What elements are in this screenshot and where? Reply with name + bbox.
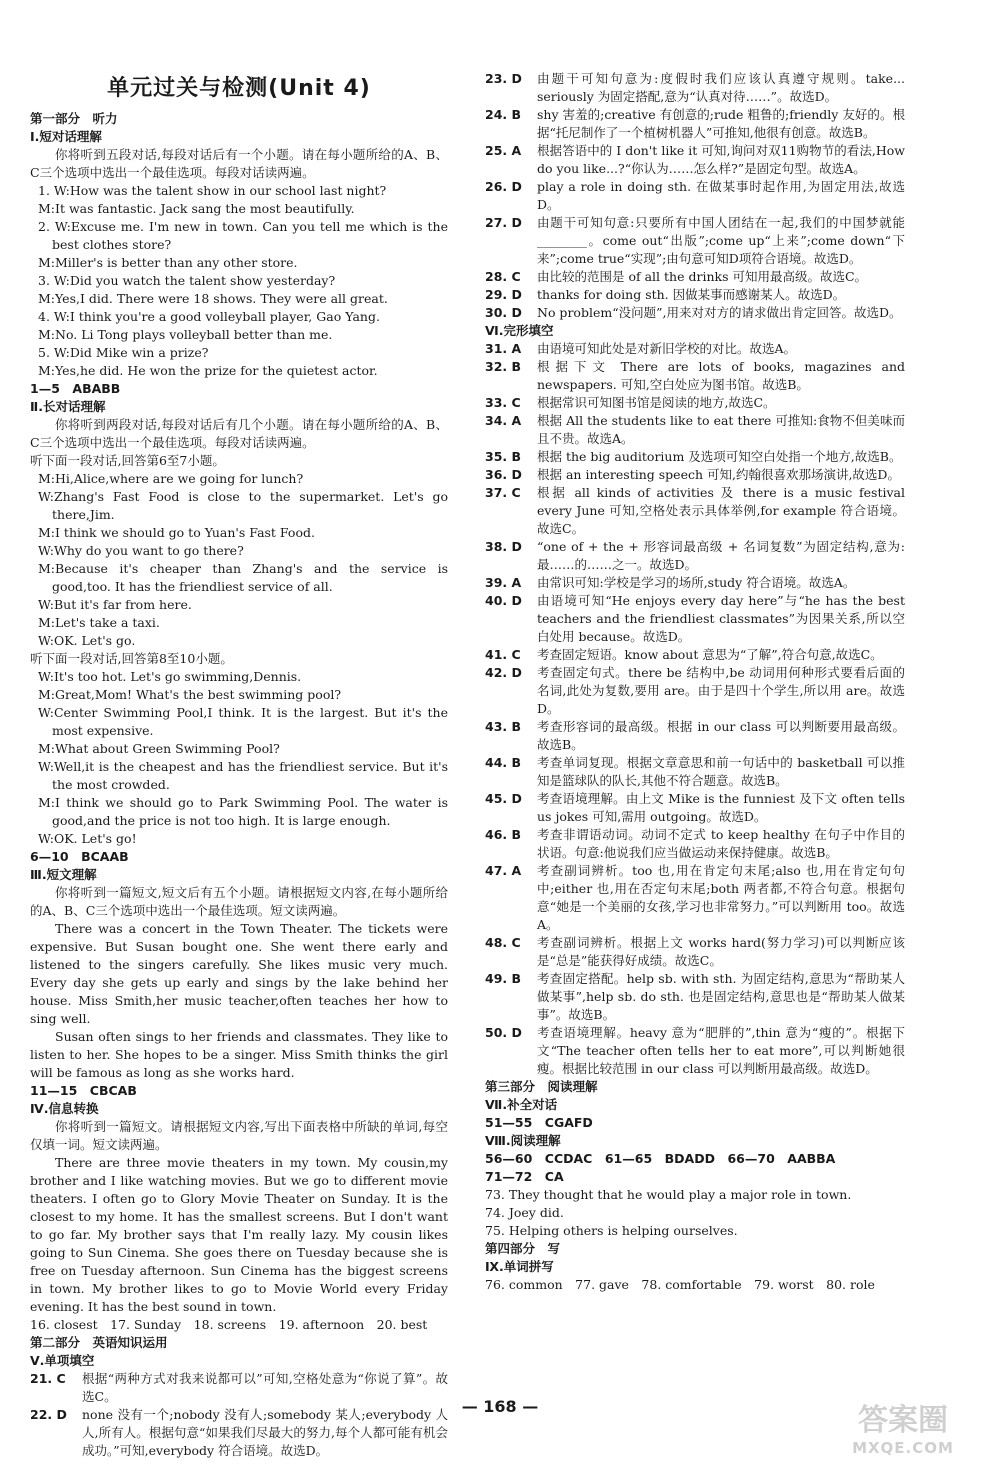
left-column (30, 0, 448, 1460)
answer-item (485, 862, 905, 934)
section-heading: Ⅸ.单词拼写 (485, 1259, 554, 1274)
answer-explanation: 根据答语中的 I don't like it 可知,询问对双11购物节的看法,How do you like...?“你认为……怎么样?”是固定句型。故选A。 (537, 143, 905, 176)
answer-key: 51—55 CGAFD (485, 1115, 593, 1130)
answer-explanation: 根据 all kinds of activities 及 there is a music festival every June 可知,空格处表示具体举例,for example 符合语境。故选C。 (537, 485, 905, 536)
answer-number: 49. B (485, 971, 522, 986)
answer-key: 71—72 CA (485, 1169, 564, 1184)
dialogue-line: W:Why do you want to go there? (38, 543, 244, 558)
answer-number: 31. A (485, 341, 522, 356)
dialogue-line: 3. W:Did you watch the talent show yesterday? (38, 273, 336, 288)
answer-number: 48. C (485, 935, 521, 950)
answer-key: 6—10 BCAAB (30, 849, 129, 864)
dialogue-line: M:It was fantastic. Jack sang the most beautifully. (38, 201, 355, 216)
part-heading: 第一部分 听力 (30, 111, 118, 126)
section-heading: Ⅷ.阅读理解 (485, 1133, 561, 1148)
page-number: — 168 — (461, 1397, 539, 1416)
dialogue-line: M:I think we should go to Park Swimming Pool. The water is good,and the price is not too high. It is large enough. (38, 795, 448, 828)
answer-number: 47. A (485, 863, 522, 878)
dialogue-line: W:But it's far from here. (38, 597, 192, 612)
text-line: 16. closest 17. Sunday 18. screens 19. afternoon 20. best (30, 1317, 428, 1332)
dialogue-line: 4. W:I think you're a good volleyball player, Gao Yang. (38, 309, 380, 324)
dialogue-line: W:It's too hot. Let's go swimming,Dennis. (38, 669, 302, 684)
answer-number: 45. D (485, 791, 522, 806)
answer-item (485, 466, 905, 484)
dialogue-line: M:Hi,Alice,where are we going for lunch? (38, 471, 304, 486)
answer-item (485, 646, 905, 664)
answer-key: 56—60 CCDAC 61—65 BDADD 66—70 AABBA (485, 1151, 836, 1166)
section-heading: Ⅱ.长对话理解 (30, 399, 106, 414)
watermark-url: MXQE.COM (852, 1439, 954, 1457)
answer-explanation: 由语境可知“He enjoys every day here”与“he has the best teachers and the friendliest classmates”为因果关系,所以空白处用 because。故选D。 (537, 593, 905, 644)
answer-number: 30. D (485, 305, 522, 320)
answer-number: 34. A (485, 413, 522, 428)
answer-explanation: 考查形容词的最高级。根据 in our class 可以判断要用最高级。故选B。 (537, 719, 905, 752)
answer-explanation: thanks for doing sth. 因做某事而感谢某人。故选D。 (537, 287, 846, 302)
answer-explanation: shy 害羞的;creative 有创意的;rude 粗鲁的;friendly 友好的。根据“托尼制作了一个植树机器人”可推知,他很有创意。故选B。 (537, 107, 905, 140)
answer-number: 40. D (485, 593, 522, 608)
section-heading: Ⅵ.完形填空 (485, 323, 554, 338)
answer-explanation: 考查固定短语。know about 意思为“了解”,符合句意,故选C。 (537, 647, 883, 662)
answer-number: 21. C (30, 1371, 66, 1386)
answer-item (485, 754, 905, 790)
section-heading: Ⅴ.单项填空 (30, 1353, 95, 1368)
answer-explanation: 根据 an interesting speech 可知,约翰很喜欢那场演讲,故选D。 (537, 467, 900, 482)
answer-number: 46. B (485, 827, 522, 842)
text-line: 74. Joey did. (485, 1205, 564, 1220)
answer-number: 42. D (485, 665, 522, 680)
paragraph: 你将听到一篇短文。请根据短文内容,写出下面表格中所缺的单词,每空仅填一词。短文读两遍。 (30, 1119, 448, 1152)
right-column (485, 0, 905, 1294)
watermark-logo (828, 1403, 978, 1465)
answer-key: 1—5 ABABB (30, 381, 121, 396)
dialogue-line: W:Well,it is the cheapest and has the friendliest service. But it's the most crowded. (38, 759, 448, 792)
answer-item (485, 448, 905, 466)
text-line: 73. They thought that he would play a major role in town. (485, 1187, 852, 1202)
answer-explanation: 考查固定搭配。help sb. with sth. 为固定结构,意思为“帮助某人做某事”,help sb. do sth. 也是固定结构,意思也是“帮助某人做某事”。故选B。 (537, 971, 905, 1022)
watermark-text: 答案圈 (858, 1403, 948, 1438)
answer-number: 24. B (485, 107, 522, 122)
dialogue-line: 2. W:Excuse me. I'm new in town. Can you tell me which is the best clothes store? (38, 219, 448, 252)
text-line: 75. Helping others is helping ourselves. (485, 1223, 738, 1238)
answer-item (485, 970, 905, 1024)
answer-item (485, 412, 905, 448)
part-heading: 第二部分 英语知识运用 (30, 1335, 168, 1350)
answer-number: 27. D (485, 215, 522, 230)
answer-explanation: 根据 the big auditorium 及选项可知空白处指一个地方,故选B。 (537, 449, 902, 464)
paragraph: Susan often sings to her friends and classmates. They like to listen to her. She hopes to be a singer. Miss Smith thinks the girl will be famous as long as she works hard. (30, 1029, 448, 1080)
answer-item (485, 718, 905, 754)
dialogue-line: M:I think we should go to Yuan's Fast Food. (38, 525, 315, 540)
answer-item (485, 178, 905, 214)
answer-item (485, 826, 905, 862)
answer-number: 29. D (485, 287, 522, 302)
part-heading: 第四部分 写 (485, 1241, 561, 1256)
answer-explanation: 由常识可知:学校是学习的场所,study 符合语境。故选A。 (537, 575, 856, 590)
right-column-content (485, 70, 905, 1294)
page-title: 单元过关与检测(Unit 4) (107, 76, 371, 101)
answer-item (485, 664, 905, 718)
answer-explanation: 由题干可知句意:只要所有中国人团结在一起,我们的中国梦就能________。come out“出版”;come up“上来”;come down“下来”;come true“实现”;由句意可知D项符合语境。故选D。 (537, 215, 905, 266)
text-line: 听下面一段对话,回答第6至7小题。 (30, 453, 225, 468)
answer-explanation: 考查语境理解。heavy 意为“肥胖的”,thin 意为“瘦的”。根据下文“The teacher often tells her to eat more”,可以判断她很瘦。根据比较范围 in our class 可以判断用最高级。故选D。 (537, 1025, 905, 1076)
answer-item (485, 790, 905, 826)
answer-item (485, 70, 905, 106)
answer-number: 37. C (485, 485, 521, 500)
dialogue-line: M:Yes,he did. He won the prize for the quietest actor. (38, 363, 378, 378)
answer-number: 23. D (485, 71, 522, 86)
answer-number: 25. A (485, 143, 522, 158)
answer-number: 41. C (485, 647, 521, 662)
dialogue-line: M:Great,Mom! What's the best swimming pool? (38, 687, 342, 702)
answer-explanation: No problem“没问题”,用来对对方的请求做出肯定回答。故选D。 (537, 305, 902, 320)
answer-item (485, 214, 905, 268)
answer-number: 36. D (485, 467, 522, 482)
answer-number: 33. C (485, 395, 521, 410)
answer-number: 43. B (485, 719, 522, 734)
answer-explanation: 考查固定句式。there be 结构中,be 动词用何种形式要看后面的名词,此处为复数,要用 are。由于是四十个学生,所以用 are。故选D。 (537, 665, 905, 716)
answer-number: 35. B (485, 449, 522, 464)
answer-number: 28. C (485, 269, 521, 284)
answer-explanation: 考查语境理解。由上文 Mike is the funniest 及下文 often tells us jokes 可知,需用 outgoing。故选D。 (537, 791, 905, 824)
answer-item (485, 934, 905, 970)
paragraph: 你将听到五段对话,每段对话后有一个小题。请在每小题所给的A、B、C三个选项中选出一个最佳选项。每段对话读两遍。 (30, 147, 448, 180)
answer-item (485, 340, 905, 358)
answer-explanation: play a role in doing sth. 在做某事时起作用,为固定用法,故选D。 (537, 179, 905, 212)
answer-explanation: 考查副词辨析。too 也,用在肯定句末尾;also 也,用在肯定句句中;either 也,用在否定句末尾;both 两者都,不符合句意。根据句意“她是一个美丽的女孩,学习也非常努力。”可以判断用 too。故选A。 (537, 863, 905, 932)
section-heading: Ⅳ.信息转换 (30, 1101, 99, 1116)
answer-item (485, 304, 905, 322)
dialogue-line: 1. W:How was the talent show in our school last night? (38, 183, 387, 198)
paragraph: 你将听到两段对话,每段对话后有几个小题。请在每小题所给的A、B、C三个选项中选出一个最佳选项。每段对话读两遍。 (30, 417, 448, 450)
dialogue-line: W:OK. Let's go. (38, 633, 136, 648)
answer-explanation: 根据下文 There are lots of books, magazines and newspapers. 可知,空白处应为图书馆。故选B。 (537, 359, 905, 392)
paragraph: There was a concert in the Town Theater. The tickets were expensive. But Susan bought one. She went there early and listened to the singers carefully. She likes music very much. Every day she gets up early and sings by the lake behind her house. Miss Smith,her music teacher,often teaches her how to sing well. (30, 921, 448, 1026)
answer-explanation: 根据“两种方式对我来说都可以”可知,空格处意为“你说了算”。故选C。 (82, 1371, 448, 1404)
answer-item (485, 358, 905, 394)
answer-number: 26. D (485, 179, 522, 194)
dialogue-line: M:Miller's is better than any other store. (38, 255, 298, 270)
answer-item (485, 268, 905, 286)
answer-number: 38. D (485, 539, 522, 554)
dialogue-line: M:What about Green Swimming Pool? (38, 741, 280, 756)
answer-number: 50. D (485, 1025, 522, 1040)
answer-item (485, 394, 905, 412)
left-column-content (30, 110, 448, 1460)
answer-explanation: 考查单词复现。根据文章意思和前一句话中的 basketball 可以推知是篮球队的队长,其他不符合题意。故选B。 (537, 755, 905, 788)
dialogue-line: W:Center Swimming Pool,I think. It is the largest. But it's the most expensive. (38, 705, 448, 738)
answer-item (485, 538, 905, 574)
section-heading: Ⅲ.短文理解 (30, 867, 97, 882)
paragraph: There are three movie theaters in my town. My cousin,my brother and I like watching movies. But we go to different movie theaters. I often go to Glory Movie Theater on Sunday. It is the closest to my home. It has the smallest screens. But I don't want to go far. My brother says that I'm really lazy. My cousin likes going to Sun Cinema. She goes there on Tuesday because she is free on Tuesday afternoon. Sun Cinema has the biggest screens in town. My brother likes to go to Movie World every Friday evening. It has the best sound in town. (30, 1155, 448, 1314)
dialogue-line: M:Because it's cheaper than Zhang's and the service is good,too. It has the friendliest service of all. (38, 561, 448, 594)
answer-item (485, 592, 905, 646)
answer-number: 32. B (485, 359, 522, 374)
dialogue-line: 5. W:Did Mike win a prize? (38, 345, 209, 360)
answer-explanation: 考查副词辨析。根据上文 works hard(努力学习)可以判断应该是“总是”能获得好成绩。故选C。 (537, 935, 905, 968)
answer-item (485, 1024, 905, 1078)
dialogue-line: M:Yes,I did. There were 18 shows. They were all great. (38, 291, 388, 306)
section-heading: Ⅶ.补全对话 (485, 1097, 558, 1112)
answer-explanation: 由题干可知句意为:度假时我们应该认真遵守规则。take... seriously 为固定搭配,意为“认真对待……”。故选D。 (537, 71, 905, 104)
answer-item (485, 106, 905, 142)
section-heading: Ⅰ.短对话理解 (30, 129, 102, 144)
dialogue-line: M:No. Li Tong plays volleyball better than me. (38, 327, 333, 342)
dialogue-line: W:Zhang's Fast Food is close to the supermarket. Let's go there,Jim. (38, 489, 448, 522)
dialogue-line: M:Let's take a taxi. (38, 615, 160, 630)
part-heading: 第三部分 阅读理解 (485, 1079, 598, 1094)
answer-item (485, 286, 905, 304)
answer-explanation: 根据 All the students like to eat there 可推知:食物不但美味而且不贵。故选A。 (537, 413, 905, 446)
answer-item (485, 574, 905, 592)
answer-explanation: none 没有一个;nobody 没有人;somebody 某人;everybody 人人,所有人。根据句意“如果我们尽最大的努力,每个人都可能有机会成功。”可知,everybody 符合语境。故选D。 (82, 1407, 448, 1458)
answer-explanation: “one of + the + 形容词最高级 + 名词复数”为固定结构,意为:最……的……之一。故选D。 (537, 539, 905, 572)
answer-item (485, 142, 905, 178)
text-line: 76. common 77. gave 78. comfortable 79. worst 80. role (485, 1277, 875, 1292)
answer-explanation: 由语境可知此处是对新旧学校的对比。故选A。 (537, 341, 797, 356)
answer-number: 44. B (485, 755, 522, 770)
paragraph: 你将听到一篇短文,短文后有五个小题。请根据短文内容,在每小题所给的A、B、C三个选项中选出一个最佳选项。短文读两遍。 (30, 885, 448, 918)
answer-explanation: 根据常识可知图书馆是阅读的地方,故选C。 (537, 395, 776, 410)
answer-explanation: 考查非谓语动词。动词不定式 to keep healthy 在句子中作目的状语。句意:他说我们应当做运动来保持健康。故选B。 (537, 827, 905, 860)
answer-key: 11—15 CBCAB (30, 1083, 137, 1098)
answer-explanation: 由比较的范围是 of all the drinks 可知用最高级。故选C。 (537, 269, 868, 284)
dialogue-line: W:OK. Let's go! (38, 831, 137, 846)
text-line: 听下面一段对话,回答第8至10小题。 (30, 651, 233, 666)
answer-item (485, 484, 905, 538)
answer-number: 22. D (30, 1407, 67, 1422)
answer-number: 39. A (485, 575, 522, 590)
